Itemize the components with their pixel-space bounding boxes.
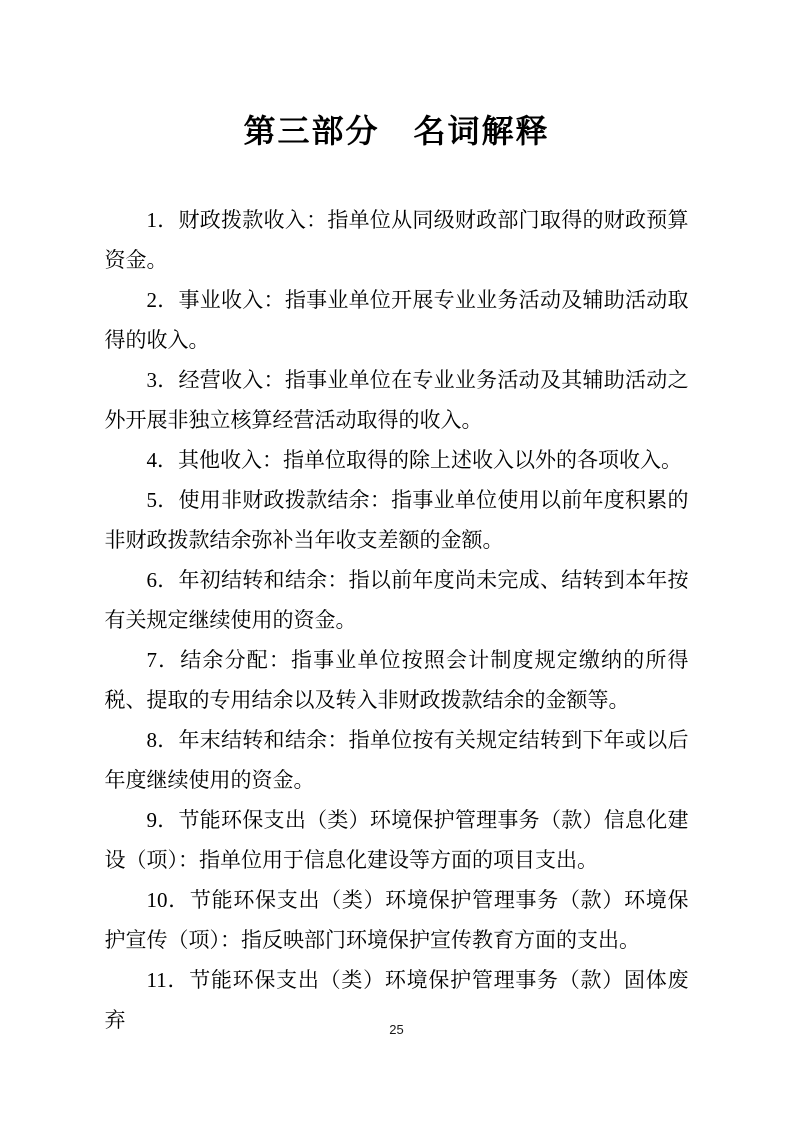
page-number: 25	[389, 1022, 404, 1037]
definition-paragraph-5: 5．使用非财政拨款结余：指事业单位使用以前年度积累的非财政拨款结余弥补当年收支差额的金额。	[104, 488, 689, 552]
definition-paragraph-11: 11．节能环保支出（类）环境保护管理事务（款）固体废弃	[104, 968, 689, 1032]
definition-paragraph-6: 6．年初结转和结余：指以前年度尚未完成、结转到本年按有关规定继续使用的资金。	[104, 568, 689, 632]
definitions-list	[105, 200, 689, 1040]
definition-paragraph-2: 2．事业收入：指事业单位开展专业业务活动及辅助活动取得的收入。	[104, 288, 689, 352]
definition-paragraph-10: 10．节能环保支出（类）环境保护管理事务（款）环境保护宣传（项）：指反映部门环境保护宣传教育方面的支出。	[104, 888, 689, 952]
definition-paragraph-8: 8．年末结转和结余：指单位按有关规定结转到下年或以后年度继续使用的资金。	[104, 728, 689, 792]
definition-paragraph-4: 4．其他收入：指单位取得的除上述收入以外的各项收入。	[146, 448, 682, 472]
page-title: 第三部分 名词解释	[243, 113, 550, 149]
definition-paragraph-7: 7．结余分配：指事业单位按照会计制度规定缴纳的所得税、提取的专用结余以及转入非财政拨款结余的金额等。	[104, 648, 689, 712]
definition-paragraph-3: 3．经营收入：指事业单位在专业业务活动及其辅助活动之外开展非独立核算经营活动取得的收入。	[104, 368, 689, 432]
definition-paragraph-1: 1．财政拨款收入：指单位从同级财政部门取得的财政预算资金。	[104, 208, 689, 272]
definition-paragraph-9: 9．节能环保支出（类）环境保护管理事务（款）信息化建设（项）：指单位用于信息化建设等方面的项目支出。	[104, 808, 689, 872]
